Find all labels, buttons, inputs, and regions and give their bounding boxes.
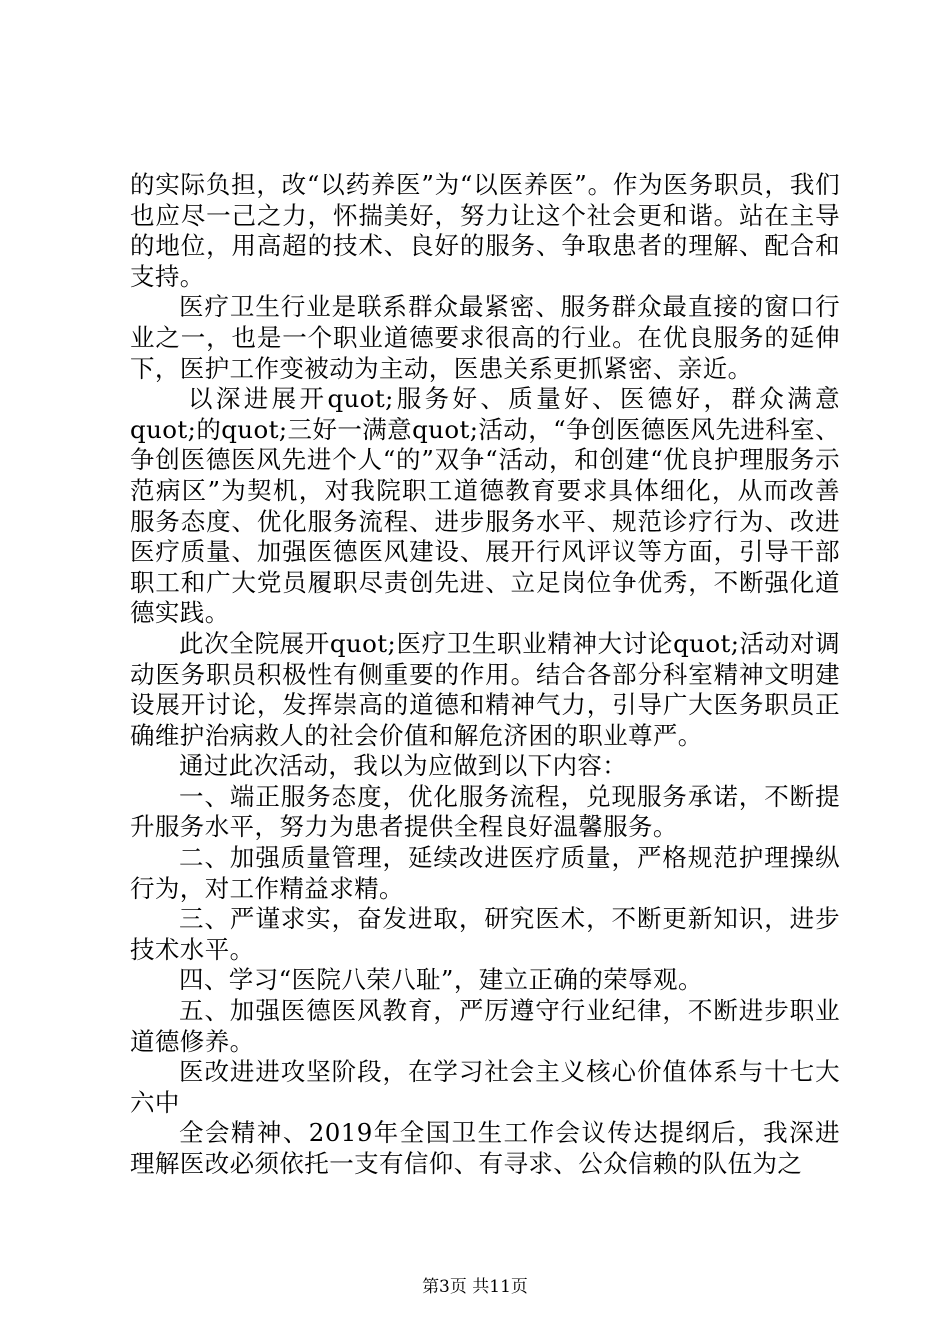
paragraph-4: 此次全院展开quot;医疗卫生职业精神大讨论quot;活动对调动医务职员积极性有侧重要的作用。结合各部分科室精神文明建设展开讨论，发挥崇高的道德和精神气力，引导广大医务职员正确维护治病救人的社会价值和解危济困的职业尊严。 xyxy=(130,628,840,750)
paragraph-11: 医改进进攻坚阶段，在学习社会主义核心价值体系与十七大六中 xyxy=(130,1057,840,1117)
paragraph-12: 全会精神、2019年全国卫生工作会议传达提纲后，我深进理解医改必须依托一支有信仰、有寻求、公众信赖的队伍为之 xyxy=(130,1118,840,1178)
paragraph-8: 三、严谨求实，奋发进取，研究医术，不断更新知识，进步技术水平。 xyxy=(130,904,840,964)
paragraph-10: 五、加强医德医风教育，严厉遵守行业纪律，不断进步职业道德修养。 xyxy=(130,996,840,1056)
paragraph-6: 一、端正服务态度，优化服务流程，兑现服务承诺，不断提升服务水平，努力为患者提供全程良好温馨服务。 xyxy=(130,781,840,842)
page-footer xyxy=(0,1276,950,1298)
paragraph-1: 的实际负担，改“以药养医”为“以医养医”。作为医务职员，我们也应尽一己之力，怀揣美好，努力让这个社会更和谐。站在主导的地位，用高超的技术、良好的服务、争取患者的理解、配合和支持。 xyxy=(130,170,840,291)
paragraph-7: 二、加强质量管理，延续改进医疗质量，严格规范护理操纵行为，对工作精益求精。 xyxy=(130,843,840,903)
paragraph-2: 医疗卫生行业是联系群众最紧密、服务群众最直接的窗口行业之一，也是一个职业道德要求很高的行业。在优良服务的延伸下，医护工作变被动为主动，医患关系更抓紧密、亲近。 xyxy=(130,292,840,383)
paragraph-5: 通过此次活动，我以为应做到以下内容： xyxy=(179,751,628,781)
body-text xyxy=(130,170,840,1180)
page-number-label: 第3页 共11页 xyxy=(422,1277,528,1297)
paragraph-3: 以深进展开quot;服务好、质量好、医德好，群众满意quot;的quot;三好一满意quot;活动，“争创医德医风先进科室、争创医德医风先进个人“的”双争“活动，和创建“优良护理服务示范病区”为契机，对我院职工道德教育要求具体细化，从而改善服务态度、优化服务流程、进步服务水平、规范诊疗行为、改进医疗质量、加强医德医风建设、展开行风评议等方面，引导干部职工和广大党员履职尽责创先进、立足岗位争优秀，不断强化道德实践。 xyxy=(130,384,840,628)
paragraph-9: 四、学习“医院八荣八耻”，建立正确的荣辱观。 xyxy=(179,965,703,995)
